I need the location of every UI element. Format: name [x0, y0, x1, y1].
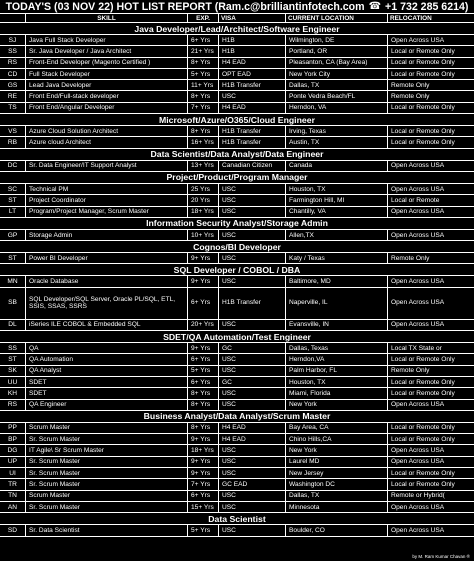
table-row [0, 400, 474, 411]
cell-skill: Azure Cloud Solution Architect [26, 126, 188, 136]
cell-location: Evansville, IN [286, 320, 388, 330]
cell-visa: USC [219, 502, 286, 512]
cell-location: New York City [286, 69, 388, 79]
report-phone: +1 732 285 6214) [385, 0, 469, 13]
cell-skill: Sr. Java Developer / Java Architect [26, 46, 188, 56]
cell-skill: Front-End Developer (Magento Certified ) [26, 58, 188, 68]
table-row [0, 195, 474, 206]
cell-location: Bay Area, CA [286, 423, 388, 433]
table-row [0, 320, 474, 331]
cell-relocation: Remote or Hybrid( [391, 492, 445, 500]
table-row [0, 230, 474, 241]
cell-location: Dallas, TX [286, 80, 388, 90]
cell-location: Washington DC [286, 479, 388, 489]
cell-location: Pleasanton, CA (Bay Area) [286, 58, 388, 68]
cell-code: ST [0, 253, 26, 263]
table-row [0, 58, 474, 69]
cell-location: Houston, TX [286, 377, 388, 387]
cell-code: SD [0, 525, 26, 535]
table-row [0, 423, 474, 434]
header-exp: EXP. [188, 14, 219, 22]
cell-relocation: Local or Remote [391, 196, 440, 204]
cell-relocation: Local or Remote Only [391, 139, 455, 147]
cell-exp: 10+ Yrs [188, 230, 219, 240]
cell-skill: QA [26, 343, 188, 353]
cell-visa: USC [219, 468, 286, 478]
header-skill: SKILL [26, 14, 188, 22]
cell-exp: 8+ Yrs [188, 423, 219, 433]
cell-relocation: Local TX State or [391, 344, 442, 352]
table-row [0, 126, 474, 137]
table-row [0, 80, 474, 91]
cell-relocation: Open Across USA [391, 162, 445, 170]
cell-location: Laurel MD [286, 457, 388, 467]
cell-exp: 5+ Yrs [188, 366, 219, 376]
cell-exp: 6+ Yrs [188, 288, 219, 319]
cell-code: KH [0, 388, 26, 398]
cell-relocation: Local or Remote Only [391, 59, 455, 67]
cell-skill: SDET [26, 377, 188, 387]
cell-exp: 8+ Yrs [188, 400, 219, 410]
cell-skill: Sr. Scrum Master [26, 502, 188, 512]
cell-skill: Scrum Master [26, 491, 188, 501]
cell-visa: USC [219, 195, 286, 205]
cell-exp: 7+ Yrs [188, 479, 219, 489]
cell-visa: USC [219, 276, 286, 286]
section-title: Project/Product/Program Manager [0, 172, 474, 184]
cell-location: Dallas, Texas [286, 343, 388, 353]
cell-relocation: Remote Only [391, 81, 430, 89]
cell-visa: USC [219, 400, 286, 410]
cell-location: Wilmington, DE [286, 35, 388, 45]
table-row [0, 103, 474, 114]
cell-location: Farmington Hill, MI [286, 195, 388, 205]
cell-code: SC [0, 184, 26, 194]
cell-visa: H1B Transfer [219, 288, 286, 319]
cell-relocation: Remote Only [391, 254, 430, 262]
table-row [0, 479, 474, 490]
cell-visa: USC [219, 253, 286, 263]
table-row [0, 253, 474, 264]
section-title: SDET/QA Automation/Test Engineer [0, 331, 474, 343]
cell-location: Chantilly, VA [286, 207, 388, 217]
cell-visa: H1B [219, 46, 286, 56]
table-row [0, 343, 474, 354]
cell-exp: 9+ Yrs [188, 468, 219, 478]
cell-visa: Canadian Citizen [219, 161, 286, 171]
cell-code: UU [0, 377, 26, 387]
cell-location: New York [286, 400, 388, 410]
table-body [0, 23, 474, 537]
table-row [0, 137, 474, 148]
footer-credit: by M. Ram Kumar Chavan ® [412, 554, 470, 559]
cell-code: AN [0, 502, 26, 512]
table-row [0, 276, 474, 287]
cell-skill: Technical PM [26, 184, 188, 194]
cell-code: LT [0, 207, 26, 217]
cell-location: Dallas, TX [286, 491, 388, 501]
cell-exp: 8+ Yrs [188, 58, 219, 68]
table-row [0, 35, 474, 46]
cell-relocation: Open Across USA [391, 208, 445, 216]
cell-exp: 9+ Yrs [188, 276, 219, 286]
cell-exp: 6+ Yrs [188, 491, 219, 501]
section-title: Java Developer/Lead/Architect/Software Engineer [0, 23, 474, 35]
cell-code: TN [0, 491, 26, 501]
cell-exp: 11+ Yrs [188, 80, 219, 90]
cell-location: Boulder, CO [286, 525, 388, 535]
phone-icon: ☎ [368, 1, 382, 12]
cell-skill: Oracle Database [26, 276, 188, 286]
cell-exp: 25 Yrs [188, 184, 219, 194]
cell-location: Baltimore, MD [286, 276, 388, 286]
cell-exp: 15+ Yrs [188, 502, 219, 512]
cell-skill: SDET [26, 388, 188, 398]
cell-relocation: Open Across USA [391, 299, 445, 307]
cell-exp: 20 Yrs [188, 195, 219, 205]
cell-relocation: Open Across USA [391, 321, 445, 329]
cell-skill: Sr. Data Engineer/IT Support Analyst [26, 161, 188, 171]
cell-exp: 5+ Yrs [188, 525, 219, 535]
cell-skill: SQL Developer/SQL Server, Oracle PL/SQL, ETL, SSIS, SSAS, SSRS [26, 288, 188, 319]
cell-skill: Java Full Stack Developer [26, 35, 188, 45]
cell-exp: 8+ Yrs [188, 91, 219, 101]
cell-code: CD [0, 69, 26, 79]
cell-location: Canada [286, 161, 388, 171]
cell-visa: USC [219, 320, 286, 330]
cell-relocation: Local or Remote Only [391, 70, 455, 78]
cell-exp: 21+ Yrs [188, 46, 219, 56]
cell-relocation: Local or Remote Only [391, 127, 455, 135]
cell-skill: QA Engineer [26, 400, 188, 410]
cell-location: Portland, OR [286, 46, 388, 56]
cell-relocation: Local or Remote Only [391, 47, 455, 55]
cell-visa: USC [219, 388, 286, 398]
cell-skill: Sr. Scrum Master [26, 434, 188, 444]
table-row [0, 288, 474, 320]
cell-location: Minnesota [286, 502, 388, 512]
table-row [0, 468, 474, 479]
cell-visa: USC [219, 354, 286, 364]
cell-code: RE [0, 91, 26, 101]
table-row [0, 445, 474, 456]
cell-exp: 8+ Yrs [188, 126, 219, 136]
cell-exp: 5+ Yrs [188, 69, 219, 79]
cell-visa: H1B Transfer [219, 126, 286, 136]
cell-relocation: Open Across USA [391, 231, 445, 239]
cell-code: SS [0, 46, 26, 56]
cell-visa: USC [219, 230, 286, 240]
cell-exp: 13+ Yrs [188, 161, 219, 171]
cell-exp: 9+ Yrs [188, 343, 219, 353]
cell-relocation: Local or Remote Only [391, 378, 455, 386]
report-title: TODAY'S (03 NOV 22) HOT LIST REPORT (Ram.c@brilliantinfotech.com [5, 0, 365, 13]
section-title: Information Security Analyst/Storage Admin [0, 218, 474, 230]
cell-visa: GC EAD [219, 479, 286, 489]
cell-code: TS [0, 103, 26, 113]
cell-code: DC [0, 161, 26, 171]
cell-code: BP [0, 434, 26, 444]
cell-relocation: Open Across USA [391, 185, 445, 193]
cell-code: RS [0, 58, 26, 68]
cell-location: Herndon, VA [286, 103, 388, 113]
cell-skill: Full Stack Developer [26, 69, 188, 79]
cell-relocation: Remote Only [391, 367, 430, 375]
section-title: Data Scientist [0, 513, 474, 525]
cell-relocation: Open Across USA [391, 503, 445, 511]
table-row [0, 69, 474, 80]
report-title-bar [0, 0, 474, 14]
cell-location: New Jersey [286, 468, 388, 478]
cell-visa: USC [219, 184, 286, 194]
cell-skill: IT Agile\ Sr Scrum Master [26, 445, 188, 455]
cell-skill: Program/Project Manager, Scrum Master [26, 207, 188, 217]
table-row [0, 377, 474, 388]
cell-skill: Front End/Angular Developer [26, 103, 188, 113]
cell-exp: 16+ Yrs [188, 137, 219, 147]
table-row [0, 354, 474, 365]
table-row [0, 457, 474, 468]
cell-location: Herndon,VA [286, 354, 388, 364]
cell-code: RB [0, 137, 26, 147]
table-row [0, 525, 474, 536]
cell-location: Miami, Florida [286, 388, 388, 398]
cell-visa: OPT EAD [219, 69, 286, 79]
cell-exp: 6+ Yrs [188, 35, 219, 45]
table-row [0, 161, 474, 172]
header-code [0, 14, 26, 22]
table-row [0, 388, 474, 399]
cell-visa: H4 EAD [219, 423, 286, 433]
cell-exp: 9+ Yrs [188, 434, 219, 444]
cell-location: Ponte Vedra Beach/FL [286, 91, 388, 101]
section-title: SQL Developer / COBOL / DBA [0, 264, 474, 276]
header-location: CURRENT LOCATION [286, 14, 388, 22]
cell-visa: USC [219, 457, 286, 467]
cell-code: DG [0, 445, 26, 455]
cell-code: GP [0, 230, 26, 240]
cell-location: Naperville, IL [286, 288, 388, 319]
cell-relocation: Local or Remote Only [391, 389, 455, 397]
cell-code: ST [0, 354, 26, 364]
cell-visa: H4 EAD [219, 58, 286, 68]
cell-relocation: Local or Remote Only [391, 104, 455, 112]
cell-skill: Storage Admin [26, 230, 188, 240]
cell-relocation: Open Across USA [391, 36, 445, 44]
table-row [0, 434, 474, 445]
cell-visa: H1B [219, 35, 286, 45]
cell-exp: 6+ Yrs [188, 354, 219, 364]
cell-exp: 9+ Yrs [188, 457, 219, 467]
cell-location: New York [286, 445, 388, 455]
cell-exp: 7+ Yrs [188, 103, 219, 113]
cell-code: SJ [0, 35, 26, 45]
cell-code: SS [0, 343, 26, 353]
header-visa: VISA [219, 14, 286, 22]
cell-visa: USC [219, 445, 286, 455]
cell-skill: Project Coordinator [26, 195, 188, 205]
section-title: Microsoft/Azure/O365/Cloud Engineer [0, 114, 474, 126]
cell-exp: 8+ Yrs [188, 388, 219, 398]
cell-skill: iSeries ILE COBOL & Embedded SQL [26, 320, 188, 330]
cell-code: PP [0, 423, 26, 433]
section-title: Business Analyst/Data Analyst/Scrum Master [0, 411, 474, 423]
cell-skill: Sr. Data Scientist [26, 525, 188, 535]
cell-code: SK [0, 366, 26, 376]
cell-skill: Front End/Full-stack developer [26, 91, 188, 101]
cell-code: GS [0, 80, 26, 90]
cell-skill: Lead Java Developer [26, 80, 188, 90]
table-header [0, 14, 474, 23]
cell-exp: 9+ Yrs [188, 253, 219, 263]
cell-location: Palm Harbor, FL [286, 366, 388, 376]
cell-visa: H1B Transfer [219, 137, 286, 147]
cell-exp: 20+ Yrs [188, 320, 219, 330]
cell-location: Austin, TX [286, 137, 388, 147]
section-title: Data Scientist/Data Analyst/Data Engineer [0, 149, 474, 161]
cell-location: Allen,TX [286, 230, 388, 240]
cell-relocation: Open Across USA [391, 278, 445, 286]
cell-visa: USC [219, 525, 286, 535]
cell-code: MN [0, 276, 26, 286]
cell-relocation: Local or Remote Only [391, 424, 455, 432]
cell-code: VS [0, 126, 26, 136]
cell-code: RS [0, 400, 26, 410]
cell-visa: H4 EAD [219, 103, 286, 113]
cell-skill: QA Analyst [26, 366, 188, 376]
cell-location: Houston, TX [286, 184, 388, 194]
cell-visa: USC [219, 366, 286, 376]
cell-code: ST [0, 195, 26, 205]
cell-code: SB [0, 288, 26, 319]
cell-skill: QA Automation [26, 354, 188, 364]
cell-visa: GC [219, 343, 286, 353]
cell-relocation: Open Across USA [391, 447, 445, 455]
cell-relocation: Local or Remote Only [391, 355, 455, 363]
cell-visa: USC [219, 207, 286, 217]
section-title: Cognos/BI Developer [0, 241, 474, 253]
cell-skill: Sr. Scrum Master [26, 468, 188, 478]
cell-relocation: Open Across USA [391, 401, 445, 409]
cell-skill: Sr. Scrum Master [26, 479, 188, 489]
cell-exp: 18+ Yrs [188, 445, 219, 455]
cell-location: Katy / Texas [286, 253, 388, 263]
cell-relocation: Open Across USA [391, 526, 445, 534]
table-row [0, 91, 474, 102]
header-relocation: RELOCATION [390, 14, 432, 22]
table-row [0, 207, 474, 218]
cell-visa: USC [219, 91, 286, 101]
cell-visa: H4 EAD [219, 434, 286, 444]
cell-visa: H1B Transfer [219, 80, 286, 90]
cell-location: Chino Hills,CA [286, 434, 388, 444]
cell-code: UP [0, 457, 26, 467]
cell-exp: 18+ Yrs [188, 207, 219, 217]
cell-code: DL [0, 320, 26, 330]
table-row [0, 46, 474, 57]
cell-relocation: Local or Remote Only [391, 480, 455, 488]
cell-relocation: Open Across USA [391, 458, 445, 466]
cell-skill: Scrum Master [26, 423, 188, 433]
table-row [0, 502, 474, 513]
cell-visa: USC [219, 491, 286, 501]
cell-relocation: Local or Remote Only [391, 435, 455, 443]
cell-relocation: Remote Only [391, 93, 430, 101]
cell-code: TR [0, 479, 26, 489]
cell-skill: Power BI Developer [26, 253, 188, 263]
cell-exp: 6+ Yrs [188, 377, 219, 387]
table-row [0, 184, 474, 195]
cell-location: Irving, Texas [286, 126, 388, 136]
table-row [0, 366, 474, 377]
cell-visa: GC [219, 377, 286, 387]
cell-relocation: Local or Remote Only [391, 469, 455, 477]
cell-code: UI [0, 468, 26, 478]
cell-skill: Sr. Scrum Master [26, 457, 188, 467]
cell-skill: Azure cloud Architect [26, 137, 188, 147]
table-row [0, 491, 474, 502]
